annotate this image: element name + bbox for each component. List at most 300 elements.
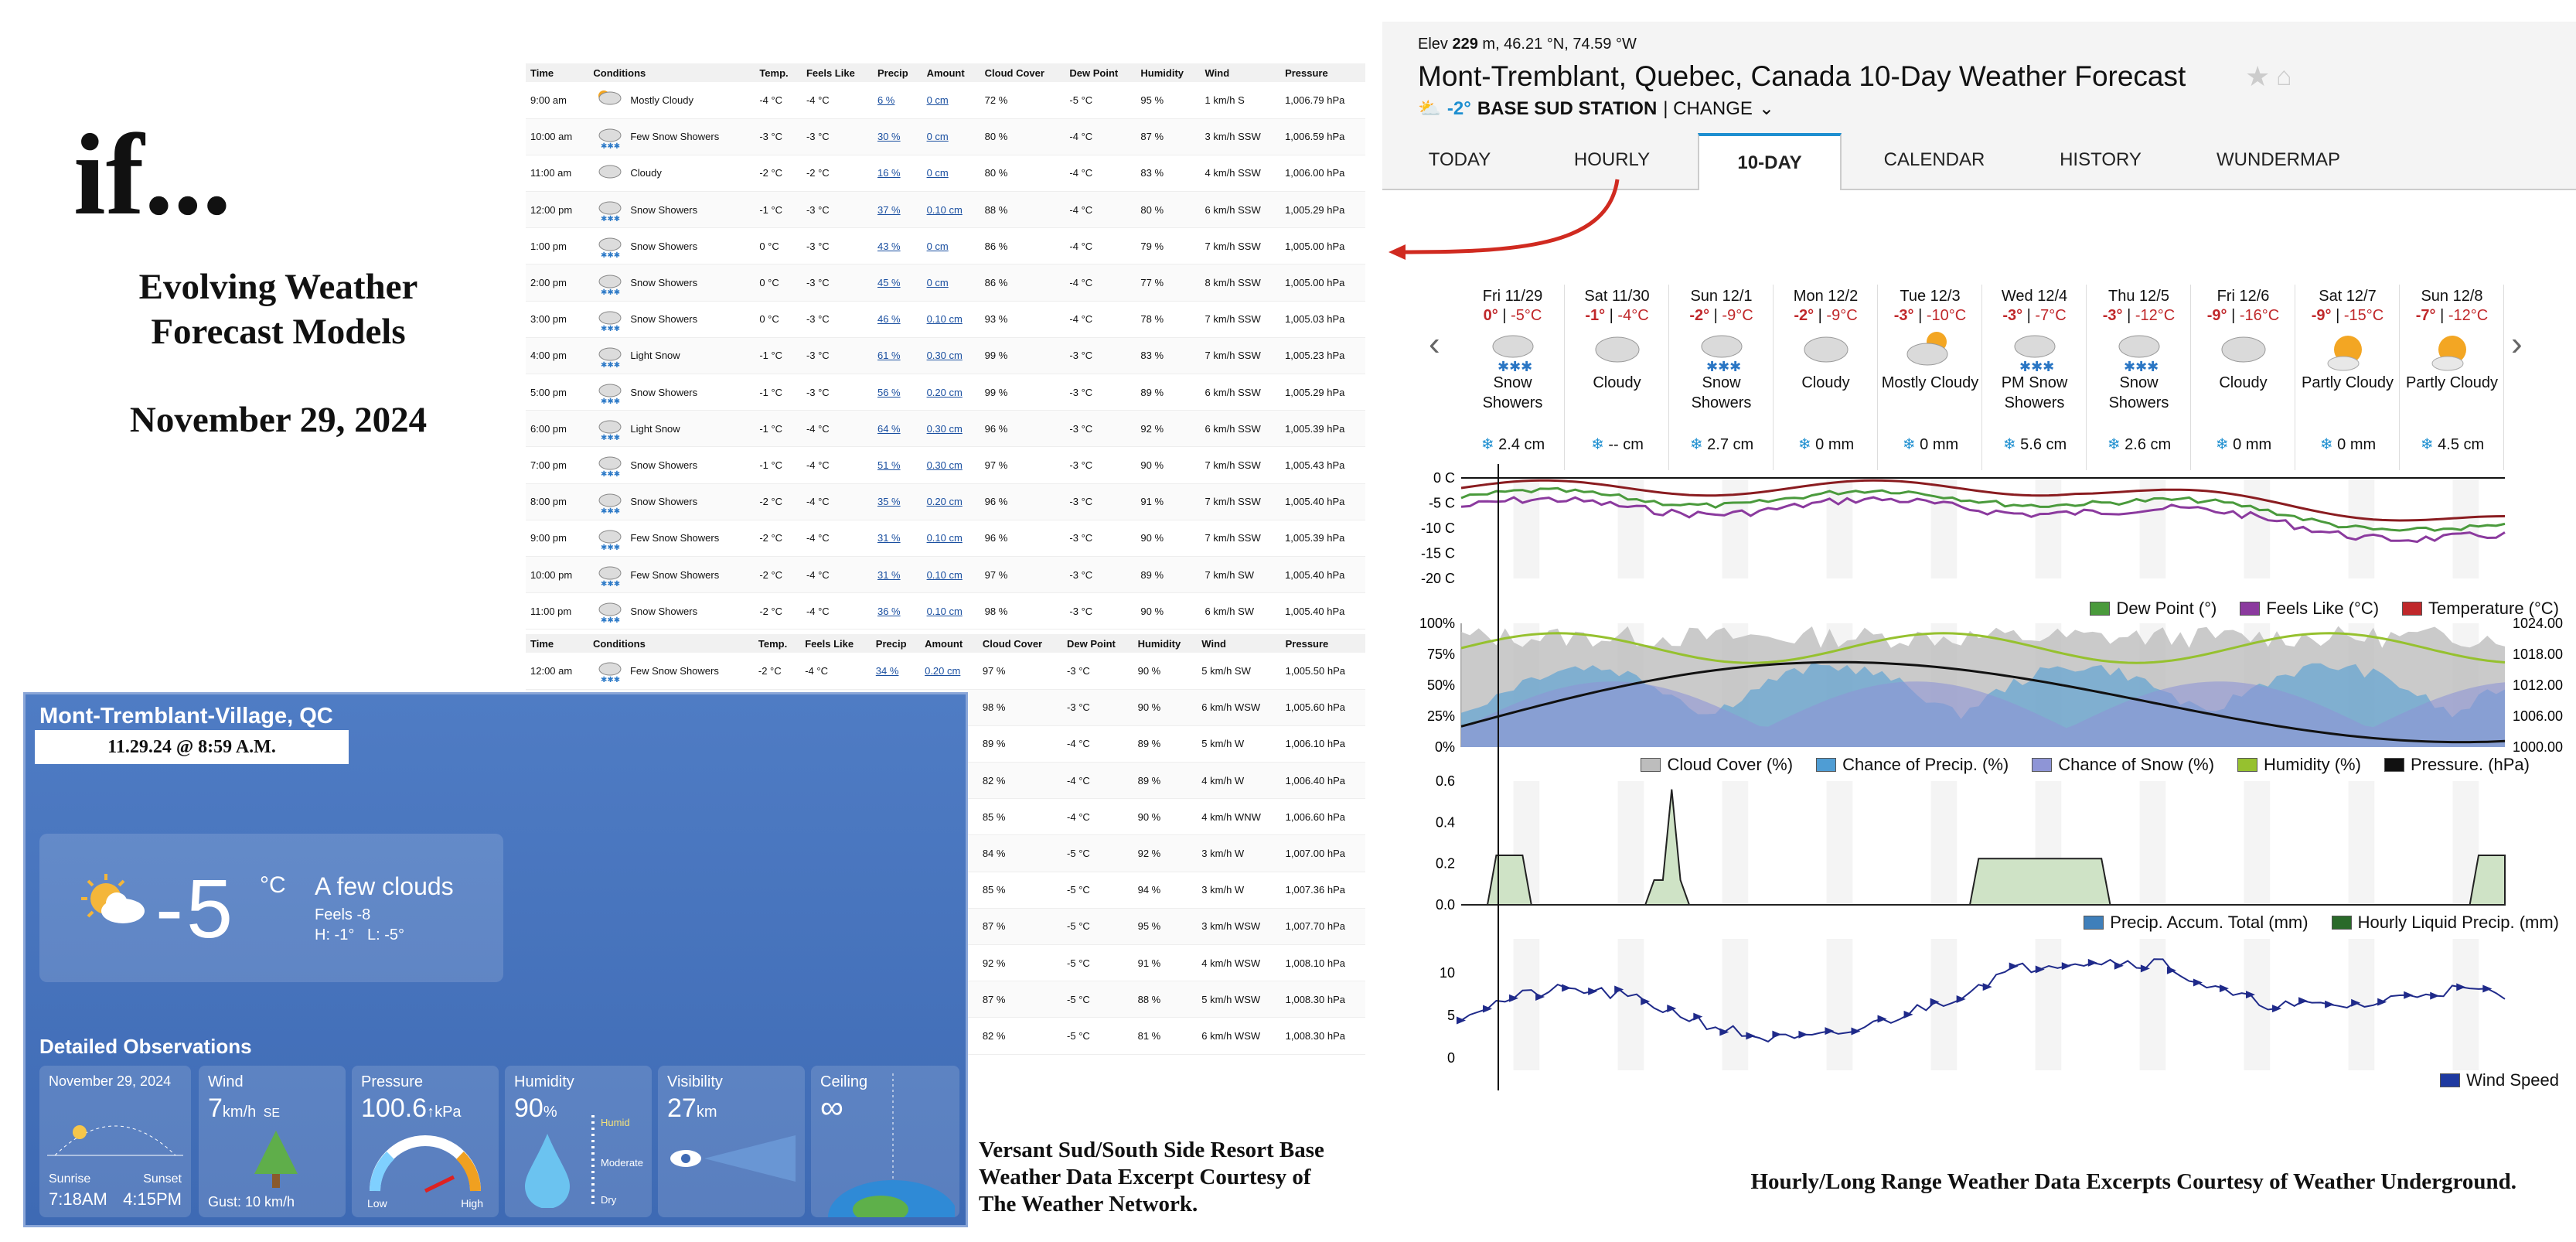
legend-item[interactable]: [2440, 1070, 2559, 1090]
tab-10-day[interactable]: 10-DAY: [1698, 133, 1842, 190]
amount-cell[interactable]: 0.10 cm: [922, 301, 980, 337]
temp-cell: -2 °C: [755, 520, 802, 556]
tab-wundermap[interactable]: WUNDERMAP: [2217, 149, 2340, 170]
pressure-cell: 1,005.40 hPa: [1280, 556, 1365, 592]
column-header: Temp.: [754, 634, 800, 653]
table-row: [526, 447, 1365, 483]
condition-text: Few Snow Showers: [629, 664, 719, 677]
temp-cell: -2 °C: [754, 653, 800, 689]
wind-cell: 7 km/h SSW: [1201, 337, 1281, 374]
pressure-cell: 1,008.10 hPa: [1281, 945, 1365, 981]
visibility-unit: km: [696, 1104, 717, 1121]
station-line: [1418, 97, 1774, 120]
star-icon[interactable]: ★: [2245, 60, 2271, 92]
bg-band: [2192, 781, 2218, 905]
axis-tick-label: -10 C: [1420, 520, 1455, 536]
wind-cell: 4 km/h WNW: [1197, 799, 1280, 835]
axis-tick-label: 1024.00: [2513, 616, 2564, 631]
table-row: [526, 520, 1365, 556]
condition-text: Snow Showers: [630, 496, 698, 508]
humidity-cell: 95 %: [1133, 908, 1198, 944]
dew-cell: -5 °C: [1062, 945, 1133, 981]
legend-label: Temperature (°C): [2428, 599, 2559, 618]
wind-cell: 7 km/h SW: [1201, 556, 1281, 592]
twn-location: Mont-Tremblant-Village, QC: [39, 704, 333, 728]
temp-cell: 0 °C: [755, 264, 802, 301]
precip-cell[interactable]: 6 %: [873, 82, 922, 118]
time-cell: 6:00 pm: [526, 411, 588, 447]
precip-cell[interactable]: 43 %: [873, 228, 922, 264]
day-label: Fri 12/6: [2217, 288, 2270, 305]
legend-item[interactable]: [2032, 755, 2214, 775]
conditions-cell: [588, 82, 755, 118]
snow-icon: [1694, 328, 1750, 377]
amount-cell[interactable]: 0 cm: [922, 118, 980, 155]
snow-cloud-icon: [593, 196, 624, 223]
bg-band: [2036, 478, 2062, 578]
cloud-cell: 87 %: [978, 981, 1062, 1018]
presentation-date: November 29, 2024: [129, 400, 428, 440]
cloud-cell: 93 %: [980, 301, 1065, 337]
precip-cell[interactable]: 31 %: [873, 556, 922, 592]
amount-cell[interactable]: 0.20 cm: [922, 483, 980, 520]
axis-tick-label: 0: [1446, 1050, 1455, 1066]
forecast-day[interactable]: [2192, 285, 2295, 470]
svg-text:✱✱✱: ✱✱✱: [601, 507, 621, 515]
tab-calendar[interactable]: CALENDAR: [1883, 149, 1985, 170]
precip-cell[interactable]: 30 %: [873, 118, 922, 155]
svg-text:✱✱✱: ✱✱✱: [601, 543, 621, 551]
sun-card: [39, 1066, 191, 1217]
forecast-day[interactable]: [2296, 285, 2400, 470]
hi-lo: H: -1° L: -5°: [315, 926, 405, 943]
dew-cell: -3 °C: [1065, 447, 1136, 483]
column-header: Temp.: [755, 63, 802, 82]
table-row: [526, 556, 1365, 592]
feels-cell: -4 °C: [802, 483, 873, 520]
day-low: -9°C: [1722, 307, 1753, 324]
humidity-cell: 87 %: [1136, 118, 1200, 155]
wind-label: Wind: [208, 1073, 244, 1090]
feels-cell: -3 °C: [802, 192, 873, 228]
time-cell: 1:00 pm: [526, 228, 588, 264]
wind-arrow-icon: [1746, 1032, 1755, 1039]
legend-item[interactable]: [2237, 755, 2361, 775]
condition-text: Light Snow: [630, 350, 680, 362]
snowflake-icon: ❄: [1591, 436, 1604, 453]
time-cell: 2:00 pm: [526, 264, 588, 301]
snow-cloud-icon: [593, 489, 624, 515]
station-name[interactable]: BASE SUD STATION: [1477, 97, 1658, 119]
dew-cell: -3 °C: [1065, 411, 1136, 447]
axis-tick-label: 0%: [1434, 739, 1455, 755]
elev-value: 229: [1452, 36, 1478, 53]
legend-label: Dew Point (°): [2116, 599, 2217, 618]
precip-cell[interactable]: 51 %: [873, 447, 922, 483]
elev-coords: m, 46.21 °N, 74.59 °W: [1482, 36, 1637, 53]
conditions-cell: [588, 155, 755, 191]
pressure-gauge-icon: [367, 1129, 483, 1199]
wind-cell: 8 km/h SSW: [1201, 264, 1281, 301]
partly-cloudy-small-icon: ⛅: [1418, 98, 1441, 119]
legend-item[interactable]: [2384, 755, 2530, 775]
conditions-cell: [588, 264, 755, 301]
condition-text: Snow Showers: [630, 605, 698, 617]
chart-legend: [2440, 1070, 2559, 1090]
amount-cell[interactable]: 0.10 cm: [922, 520, 980, 556]
table-row: [526, 82, 1365, 118]
next-arrow-icon[interactable]: ›: [2511, 325, 2523, 363]
day-temps: -9° | -16°C: [2206, 307, 2280, 324]
dew-cell: -4 °C: [1065, 228, 1136, 264]
tab-today[interactable]: TODAY: [1428, 149, 1491, 170]
humidity-unit: %: [543, 1104, 557, 1121]
bg-band: [2087, 939, 2114, 1070]
day-temps: -9° | -15°C: [2311, 307, 2384, 324]
column-header: Dew Point: [1062, 634, 1133, 653]
dew-cell: -4 °C: [1062, 763, 1133, 799]
temp-cell: 0 °C: [755, 301, 802, 337]
conditions-cell: [588, 228, 755, 264]
precip-cell[interactable]: 16 %: [873, 155, 922, 191]
pressure-cell: 1,005.39 hPa: [1280, 411, 1365, 447]
temp-cell: -4 °C: [755, 82, 802, 118]
day-precip-amount: 0 mm: [2233, 436, 2272, 453]
precip-cell[interactable]: 31 %: [873, 520, 922, 556]
wind-cell: 3 km/h SSW: [1201, 118, 1281, 155]
tab-hourly[interactable]: HOURLY: [1573, 149, 1651, 170]
day-low: -10°C: [1926, 307, 1967, 324]
legend-item[interactable]: [1816, 755, 2009, 775]
day-precip: [1983, 435, 2087, 454]
svg-text:✱✱✱: ✱✱✱: [601, 580, 621, 589]
axis-tick-label: 1000.00: [2513, 739, 2564, 755]
precip-cell[interactable]: 36 %: [873, 593, 922, 630]
day-high: -7°: [2415, 307, 2436, 324]
amount-cell[interactable]: 0 cm: [922, 155, 980, 191]
eye-icon: [667, 1132, 799, 1186]
pressure-cell: 1,005.40 hPa: [1280, 483, 1365, 520]
snow-cloud-icon: [593, 525, 624, 551]
axis-tick-label: 25%: [1426, 708, 1455, 724]
bg-band: [2401, 781, 2427, 905]
wind-cell: 5 km/h SW: [1197, 653, 1280, 689]
humidity-cell: 77 %: [1136, 264, 1200, 301]
condition-text: Snow Showers: [630, 386, 698, 398]
pressure-cell: 1,005.50 hPa: [1281, 653, 1365, 689]
wu-header: [1382, 22, 2576, 190]
dew-cell: -4 °C: [1065, 155, 1136, 191]
table-row: [526, 264, 1365, 301]
dew-cell: -4 °C: [1065, 264, 1136, 301]
legend-item[interactable]: [2402, 599, 2559, 619]
legend-swatch: [2084, 916, 2104, 930]
feels-cell: -4 °C: [802, 447, 873, 483]
condition-text: Few Snow Showers: [630, 568, 720, 581]
column-header: Time: [526, 634, 588, 653]
precip-cell[interactable]: 34 %: [871, 653, 920, 689]
legend-label: Precip. Accum. Total (mm): [2110, 913, 2309, 932]
legend-item[interactable]: [2090, 599, 2217, 619]
day-low: -12°C: [2448, 307, 2489, 324]
cloud-cell: 85 %: [978, 872, 1062, 908]
table-row: [526, 301, 1365, 337]
time-cell: 3:00 pm: [526, 301, 588, 337]
feels-like: Feels -8: [315, 906, 371, 923]
forecast-day[interactable]: [1461, 285, 1565, 470]
change-station[interactable]: | CHANGE: [1663, 97, 1753, 119]
condition-text: Snow Showers: [630, 203, 698, 216]
visibility-card: [658, 1066, 805, 1217]
chart-legend: [2090, 599, 2559, 619]
humidity-cell: 89 %: [1136, 556, 1200, 592]
bg-band: [2036, 939, 2062, 1070]
amount-cell[interactable]: 0.10 cm: [922, 192, 980, 228]
condition-text: Snow Showers: [630, 240, 698, 252]
column-header: Pressure: [1280, 63, 1365, 82]
bg-band: [2192, 478, 2218, 578]
conditions-cell: [588, 374, 755, 411]
bg-band: [1774, 478, 1801, 578]
humidity-cell: 79 %: [1136, 228, 1200, 264]
column-header: Wind: [1201, 63, 1281, 82]
day-low: -5°C: [1511, 307, 1542, 324]
wind-arrow-icon: [1588, 988, 1597, 995]
precip-cell[interactable]: 37 %: [873, 192, 922, 228]
table-header-row: [526, 634, 1365, 653]
forecast-day[interactable]: [2401, 285, 2504, 470]
bg-band: [1461, 939, 1487, 1070]
day-precip-amount: -- cm: [1608, 436, 1644, 453]
cloud-cell: 72 %: [980, 82, 1065, 118]
day-precip: [1670, 435, 1774, 454]
bg-band: [1774, 939, 1801, 1070]
humidity-cell: 90 %: [1136, 520, 1200, 556]
chevron-down-icon[interactable]: ⌄: [1758, 98, 1774, 119]
svg-text:✱✱✱: ✱✱✱: [601, 142, 621, 150]
axis-tick-label: -15 C: [1420, 545, 1455, 561]
humidity-cell: 90 %: [1136, 593, 1200, 630]
wind-card: [199, 1066, 346, 1217]
column-header: Cloud Cover: [980, 63, 1065, 82]
table-row: [526, 337, 1365, 374]
bg-band: [1514, 939, 1540, 1070]
snow-cloud-icon: [593, 124, 624, 150]
legend-label: Wind Speed: [2466, 1070, 2559, 1090]
dew-cell: -3 °C: [1065, 337, 1136, 374]
legend-label: Pressure. (hPa): [2410, 755, 2530, 774]
forecast-day[interactable]: [1774, 285, 1878, 470]
legend-item[interactable]: [2240, 599, 2379, 619]
tab-history[interactable]: HISTORY: [2060, 149, 2142, 170]
obs-date: November 29, 2024: [49, 1073, 172, 1089]
precip-cell[interactable]: 64 %: [873, 411, 922, 447]
cloud-cell: 98 %: [978, 689, 1062, 725]
amount-cell[interactable]: 0.20 cm: [922, 374, 980, 411]
bg-band: [1670, 939, 1696, 1070]
legend-item[interactable]: [2332, 913, 2559, 933]
observations-heading: Detailed Observations: [39, 1035, 252, 1058]
column-header: Humidity: [1136, 63, 1200, 82]
day-label: Sun 12/8: [2421, 288, 2483, 305]
day-precip-amount: 0 mm: [2337, 436, 2377, 453]
elev-label: Elev: [1418, 36, 1448, 53]
pressure-cell: 1,005.00 hPa: [1280, 228, 1365, 264]
axis-tick-label: 1006.00: [2513, 708, 2564, 724]
svg-text:✱✱✱: ✱✱✱: [2019, 359, 2055, 374]
snowflake-icon: ❄: [2319, 436, 2333, 453]
conditions-cell: [588, 301, 755, 337]
precip-cell[interactable]: 46 %: [873, 301, 922, 337]
legend-label: Chance of Snow (%): [2058, 755, 2215, 774]
legend-label: Feels Like (°C): [2266, 599, 2380, 618]
day-condition: Partly Cloudy: [2406, 374, 2498, 391]
humidity-cell: 80 %: [1136, 192, 1200, 228]
amount-cell[interactable]: 0 cm: [922, 228, 980, 264]
bg-band: [1931, 478, 1958, 578]
day-temps: -2° | -9°C: [1689, 307, 1753, 324]
amount-cell[interactable]: 0 cm: [922, 264, 980, 301]
conditions-cell: [588, 192, 755, 228]
day-label: Tue 12/3: [1900, 288, 1961, 305]
tree-icon: [245, 1128, 307, 1193]
legend-swatch: [2240, 602, 2260, 616]
precip-cell[interactable]: 61 %: [873, 337, 922, 374]
column-header: Humidity: [1133, 634, 1198, 653]
legend-swatch: [2237, 758, 2257, 772]
amount-cell[interactable]: 0.30 cm: [922, 337, 980, 374]
table-header-row: [526, 63, 1365, 82]
amount-cell[interactable]: 0.10 cm: [922, 556, 980, 592]
day-condition: Partly Cloudy: [2302, 374, 2394, 391]
pressure-cell: 1,005.40 hPa: [1280, 593, 1365, 630]
home-icon[interactable]: ⌂: [2276, 62, 2292, 91]
day-precip-amount: 5.6 cm: [2020, 436, 2067, 453]
cloud-cell: 92 %: [978, 945, 1062, 981]
day-high: -1°: [1585, 307, 1606, 324]
conditions-cell: [588, 556, 755, 592]
time-cell: 11:00 am: [526, 155, 588, 191]
sunset-label: Sunset: [143, 1172, 182, 1186]
conditions-cell: [588, 447, 755, 483]
legend-swatch: [2032, 758, 2052, 772]
condition-text: Cloudy: [630, 167, 662, 179]
legend-item[interactable]: [2084, 913, 2308, 933]
humidity-cell: 92 %: [1136, 411, 1200, 447]
forecast-charts: [1407, 464, 2576, 1106]
amount-cell[interactable]: 0.30 cm: [922, 447, 980, 483]
cloud-icon: [2216, 328, 2271, 377]
partly-icon: [2320, 328, 2376, 377]
svg-text:✱✱✱: ✱✱✱: [600, 676, 621, 684]
forecast-day[interactable]: [1670, 285, 1774, 470]
humidity-cell: 89 %: [1136, 374, 1200, 411]
bg-band: [1983, 939, 2009, 1070]
time-cell: 11:00 pm: [526, 593, 588, 630]
snow-cloud-icon: [593, 270, 624, 296]
time-cell: 4:00 pm: [526, 337, 588, 374]
feels-cell: -4 °C: [802, 82, 873, 118]
snow-cloud-icon: [593, 561, 624, 588]
day-precip-amount: 2.4 cm: [1498, 436, 1545, 453]
wind-cell: 7 km/h SSW: [1201, 483, 1281, 520]
station-temp: -2°: [1446, 97, 1471, 119]
day-temps: -3° | -12°C: [2102, 307, 2176, 324]
credit-left-line-1: Versant Sud/South Side Resort Base: [979, 1138, 1324, 1162]
dew-cell: -4 °C: [1065, 192, 1136, 228]
legend-swatch: [1816, 758, 1836, 772]
amount-cell[interactable]: 0.20 cm: [920, 653, 978, 689]
visibility-label: Visibility: [667, 1073, 723, 1090]
wind-cell: 4 km/h WSW: [1197, 945, 1280, 981]
legend-swatch: [2440, 1073, 2460, 1087]
cloud-cell: 84 %: [978, 835, 1062, 872]
day-temps: -2° | -9°C: [1794, 307, 1858, 324]
bg-band: [1879, 939, 1905, 1070]
forecast-day[interactable]: [2087, 285, 2191, 470]
svg-text:✱✱✱: ✱✱✱: [1498, 359, 1533, 374]
conditions-cell: [588, 337, 755, 374]
forecast-day[interactable]: [1566, 285, 1669, 470]
bg-band: [1722, 939, 1749, 1070]
precip-cell[interactable]: 45 %: [873, 264, 922, 301]
precip-cell[interactable]: 56 %: [873, 374, 922, 411]
dew-cell: -5 °C: [1065, 82, 1136, 118]
wind-cell: 3 km/h W: [1197, 872, 1280, 908]
dew-cell: -5 °C: [1062, 981, 1133, 1018]
chart-legend: [2084, 913, 2559, 933]
day-precip-amount: 2.7 cm: [1707, 436, 1754, 453]
feels-cell: -3 °C: [802, 337, 873, 374]
dry-label: Dry: [601, 1194, 617, 1206]
amount-cell[interactable]: 0.10 cm: [922, 593, 980, 630]
forecast-day[interactable]: [1983, 285, 2087, 470]
precip-cell[interactable]: 35 %: [873, 483, 922, 520]
column-header: Conditions: [588, 63, 755, 82]
dew-cell: -4 °C: [1062, 725, 1133, 762]
prev-arrow-icon[interactable]: ‹: [1429, 325, 1440, 363]
pressure-high: High: [461, 1197, 483, 1210]
legend-swatch: [2402, 602, 2422, 616]
credit-right: Hourly/Long Range Weather Data Excerpts Courtesy of Weather Underground.: [1750, 1169, 2516, 1194]
legend-item[interactable]: [1641, 755, 1793, 775]
column-header: Time: [526, 63, 588, 82]
forecast-day[interactable]: [1879, 285, 1982, 470]
cloud-cell: 86 %: [980, 228, 1065, 264]
feels-cell: -4 °C: [802, 411, 873, 447]
amount-cell[interactable]: 0 cm: [922, 82, 980, 118]
dew-cell: -3 °C: [1062, 653, 1133, 689]
snow-cloud-icon: [593, 233, 624, 259]
bg-band: [1931, 781, 1958, 905]
bg-band: [1566, 781, 1592, 905]
amount-cell[interactable]: 0.30 cm: [922, 411, 980, 447]
cloud-cell: 99 %: [980, 374, 1065, 411]
day-temps: -3° | -7°C: [2002, 307, 2067, 324]
day-high: -3°: [2002, 307, 2023, 324]
legend-swatch: [1641, 758, 1661, 772]
humidity-scale: [591, 1115, 595, 1206]
conditions-cell: [588, 520, 755, 556]
axis-tick-label: 0.4: [1435, 814, 1455, 831]
bg-band: [1931, 939, 1958, 1070]
temp-cell: -2 °C: [755, 556, 802, 592]
feels-cell: -3 °C: [802, 228, 873, 264]
table-row: [526, 228, 1365, 264]
day-precip: [2296, 435, 2400, 454]
snowflake-icon: ❄: [1481, 436, 1494, 453]
bg-band: [2349, 781, 2375, 905]
